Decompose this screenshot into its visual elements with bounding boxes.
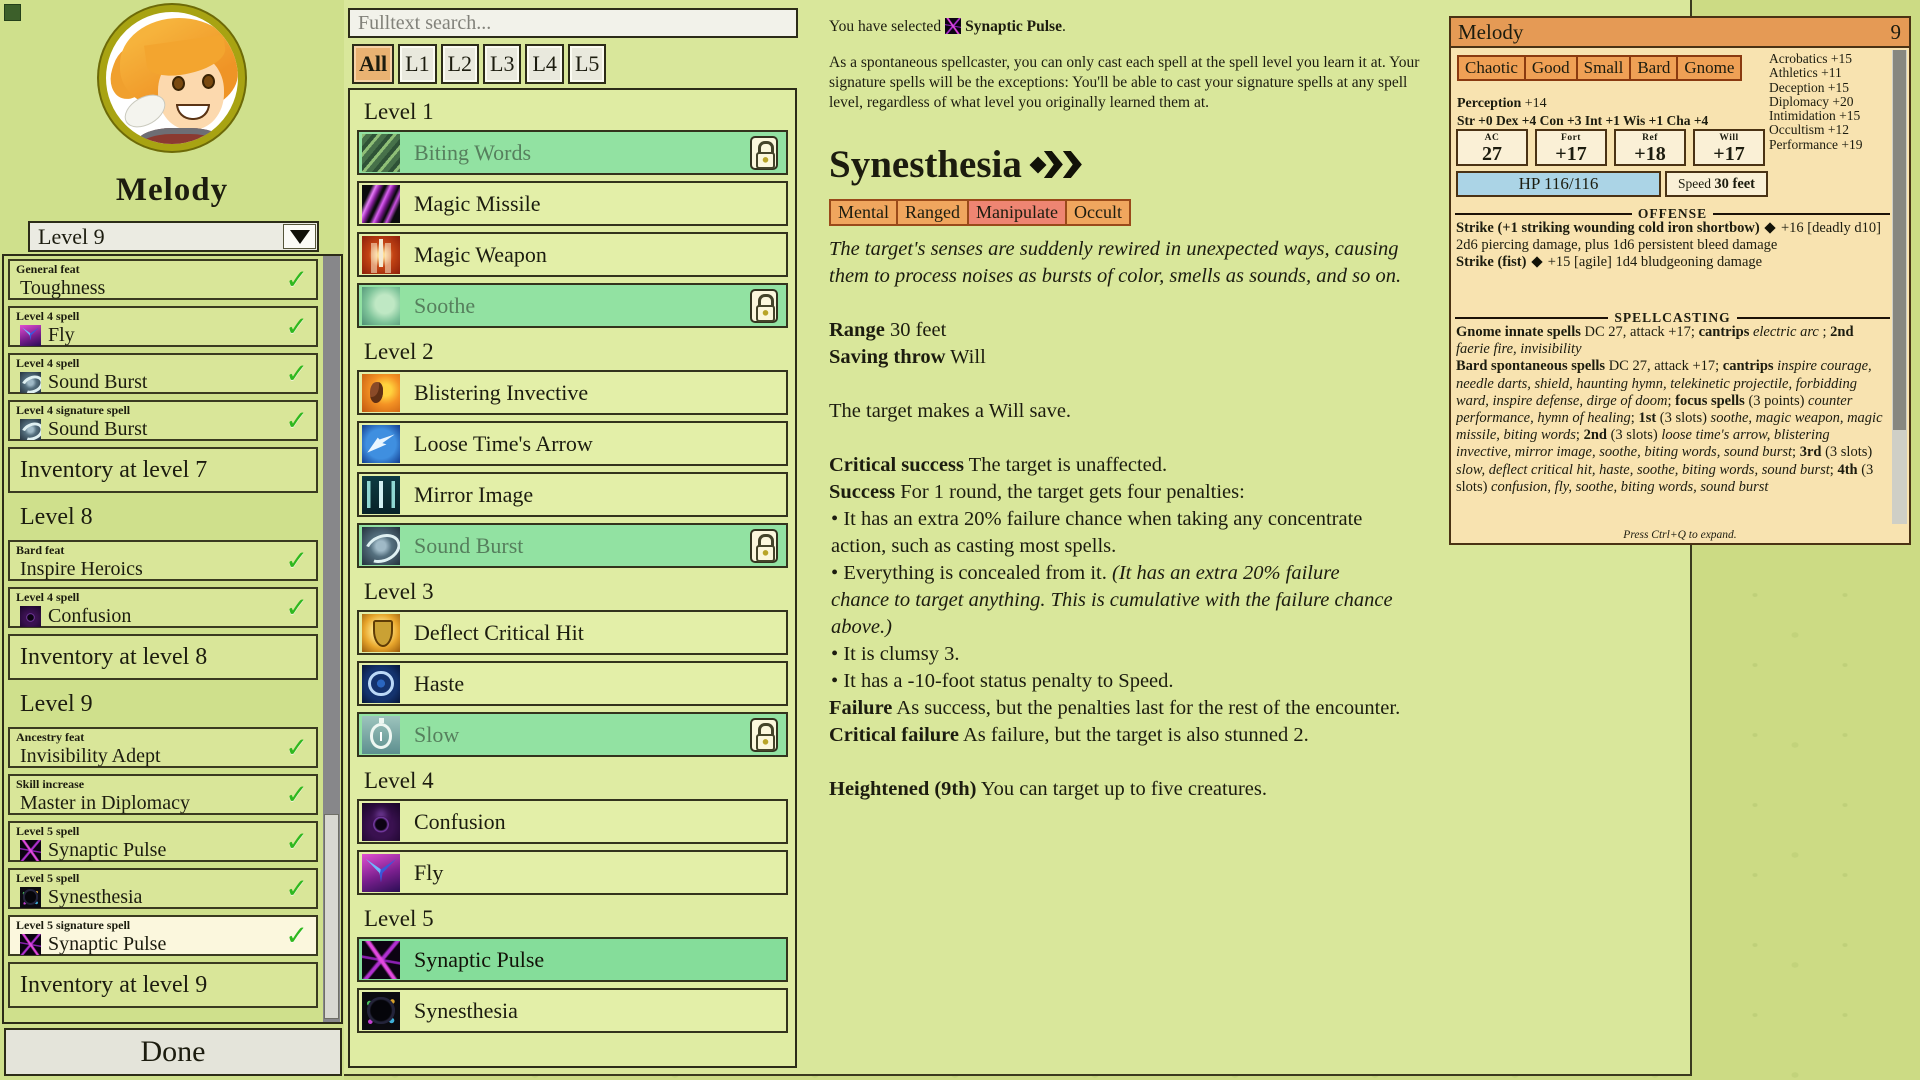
spell-row-synaptic-pulse[interactable]	[357, 937, 788, 982]
slot-name: Sound Burst	[48, 418, 148, 440]
level-dropdown-value: Level 9	[38, 224, 105, 249]
lock-icon	[750, 289, 778, 323]
spell-row-soothe[interactable]	[357, 283, 788, 328]
spell-name: Fly	[414, 859, 444, 885]
slot-name: Master in Diplomacy	[20, 792, 190, 814]
spell-flavor-text: The target's senses are suddenly rewired in unexpected ways, causing them to process noises as bursts of color, smells as sounds, and so on.	[829, 238, 1402, 287]
sidebar-level-header: Level 9	[20, 691, 93, 717]
defense-value: 27	[1482, 143, 1502, 165]
spellcasting-block: Gnome innate spells DC 27, attack +17; cantrips electric arc ; 2nd faerie fire, invisibility	[1456, 324, 1854, 358]
synaptic-pulse-icon	[20, 934, 41, 955]
spell-row-magic-weapon[interactable]	[357, 232, 788, 277]
filter-tab-l4[interactable]: L4	[525, 44, 563, 84]
character-trait-chaotic: Chaotic	[1457, 55, 1526, 81]
checkmark-icon: ✓	[285, 358, 308, 389]
expand-hint: Press Ctrl+Q to expand.	[1623, 529, 1737, 541]
defense-box-will	[1693, 129, 1765, 166]
spell-row-haste[interactable]	[357, 661, 788, 706]
spell-name: Deflect Critical Hit	[414, 619, 584, 645]
character-portrait	[99, 5, 245, 151]
spell-name: Blistering Invective	[414, 379, 589, 405]
slot-type-label: General feat	[16, 262, 80, 276]
character-trait-good: Good	[1524, 55, 1578, 81]
sidebar-scrollbar-thumb[interactable]	[324, 814, 339, 1019]
character-sheet-panel	[1449, 16, 1911, 545]
defense-value: +18	[1634, 143, 1666, 165]
sidebar-slot-synaptic-pulse[interactable]	[8, 915, 318, 956]
paragraph-gap	[829, 749, 1401, 776]
checkmark-icon: ✓	[285, 920, 308, 951]
spontaneous-caster-note: As a spontaneous spellcaster, you can only cast each spell at the spell level you learn it at. Your signature spells will be the exceptions: You'll be able to cast your signature spells at any spell level, regardless of what level you originally learned them at.	[829, 54, 1420, 111]
haste-icon	[362, 665, 400, 703]
spell-detail-pane	[829, 18, 1479, 803]
defense-label: AC	[1484, 133, 1500, 143]
spellcasting-section-header: SPELLCASTING	[1455, 310, 1890, 326]
dropdown-arrow-icon[interactable]	[283, 224, 316, 249]
filter-tab-l1[interactable]: L1	[398, 44, 436, 84]
slot-type-label: Level 4 signature spell	[16, 403, 131, 417]
slot-type-label: Level 4 spell	[16, 590, 80, 604]
spell-row-sound-burst[interactable]	[357, 523, 788, 568]
skill-entry: Occultism +12	[1769, 122, 1849, 138]
spell-rules-text	[829, 317, 1401, 803]
strikes-list	[1456, 220, 1888, 272]
build-sidebar	[0, 0, 344, 1080]
perception-stat: Perception +14	[1457, 96, 1547, 111]
rules-line: Success For 1 round, the target gets four penalties:	[829, 481, 1245, 503]
offense-section-header: OFFENSE	[1455, 206, 1890, 222]
skill-entry: Diplomacy +20	[1769, 93, 1854, 109]
speed-box: Speed 30 feet	[1665, 171, 1768, 197]
spell-row-synesthesia[interactable]	[357, 988, 788, 1033]
confusion-icon	[362, 803, 400, 841]
slot-name-row	[16, 933, 310, 955]
strike-line: Strike (+1 striking wounding cold iron shortbow) +16 [deadly d10] 2d6 piercing damage, plus 1d6 persistent bleed damage	[1456, 220, 1881, 254]
level-dropdown[interactable]	[28, 221, 319, 252]
rules-line: • Everything is concealed from it. (It has an extra 20% failure chance to target anything. This is cumulative with the failure chance above.)	[831, 562, 1393, 638]
slot-name: Synesthesia	[48, 886, 143, 908]
slot-type-label: Bard feat	[16, 543, 65, 557]
spell-row-loose-time-s-arrow[interactable]	[357, 421, 788, 466]
character-trait-tags	[1457, 55, 1740, 81]
filter-tab-l5[interactable]: L5	[568, 44, 606, 84]
spell-row-confusion[interactable]	[357, 799, 788, 844]
checkmark-icon: ✓	[285, 311, 308, 342]
character-trait-small: Small	[1576, 55, 1632, 81]
rules-line: • It is clumsy 3.	[831, 643, 960, 665]
sheet-character-level: 9	[1890, 20, 1901, 44]
panel-scrollbar-thumb[interactable]	[1893, 50, 1906, 430]
trait-tag-ranged: Ranged	[896, 199, 969, 226]
spell-level-filter-tabs	[352, 44, 606, 84]
slot-type-label: Level 5 signature spell	[16, 918, 131, 932]
slot-name: Invisibility Adept	[20, 745, 161, 767]
rules-line: Failure As success, but the penalties last for the rest of the encounter.	[829, 697, 1401, 719]
trait-tag-mental: Mental	[829, 199, 898, 226]
defense-label: Fort	[1561, 133, 1581, 143]
sidebar-inventory-item[interactable]: Inventory at level 9	[8, 962, 318, 1008]
spell-level-header: Level 2	[364, 339, 434, 364]
spell-row-magic-missile[interactable]	[357, 181, 788, 226]
defense-label: Will	[1719, 133, 1739, 143]
spell-title: Synesthesia	[829, 142, 1479, 187]
spell-row-mirror-image[interactable]	[357, 472, 788, 517]
slow-icon	[362, 716, 400, 754]
sidebar-scrollbar[interactable]	[323, 256, 340, 1022]
spell-name: Sound Burst	[414, 532, 524, 558]
rules-line: • It has a -10-foot status penalty to Speed.	[831, 670, 1174, 692]
action-icon	[1531, 257, 1542, 268]
sidebar-slot-invisibility-adept[interactable]	[8, 727, 318, 768]
spell-row-blistering-invective[interactable]	[357, 370, 788, 415]
spell-row-deflect-critical-hit[interactable]	[357, 610, 788, 655]
slot-name-row	[16, 792, 310, 814]
spell-level-header: Level 3	[364, 579, 434, 604]
skills-list	[1769, 52, 1862, 152]
character-trait-gnome: Gnome	[1676, 55, 1742, 81]
synesthesia-icon	[20, 887, 41, 908]
spell-name: Biting Words	[414, 139, 532, 165]
search-input[interactable]	[348, 8, 798, 38]
paragraph-gap	[829, 371, 1401, 398]
lock-icon	[750, 529, 778, 563]
defense-box-fort	[1535, 129, 1607, 166]
skill-entry: Acrobatics +15	[1769, 51, 1852, 66]
spell-row-fly[interactable]	[357, 850, 788, 895]
fly-icon	[20, 325, 41, 346]
checkmark-icon: ✓	[285, 405, 308, 436]
blistering-invective-icon	[362, 374, 400, 412]
sidebar-slot-synaptic-pulse[interactable]	[8, 821, 318, 862]
fly-icon	[362, 854, 400, 892]
defense-boxes	[1456, 129, 1765, 166]
filter-tab-all[interactable]: All	[352, 44, 394, 84]
soothe-icon	[362, 287, 400, 325]
character-sheet-header	[1451, 18, 1909, 48]
synaptic-pulse-icon	[362, 941, 400, 979]
mirror-image-icon	[362, 476, 400, 514]
defense-label: Ref	[1642, 133, 1658, 143]
slot-name-row	[16, 371, 310, 393]
sidebar-slot-confusion[interactable]	[8, 587, 318, 628]
slot-name: Fly	[48, 324, 75, 346]
slot-name: Synaptic Pulse	[48, 839, 167, 861]
spell-name: Haste	[414, 670, 465, 696]
spell-name: Magic Missile	[414, 190, 541, 216]
panel-scrollbar[interactable]	[1892, 50, 1907, 524]
confusion-icon	[20, 606, 41, 627]
slot-type-label: Level 5 spell	[16, 824, 80, 838]
sidebar-inventory-item[interactable]: Inventory at level 7	[8, 447, 318, 493]
trait-tag-occult: Occult	[1065, 199, 1131, 226]
spell-name: Magic Weapon	[414, 241, 547, 267]
slot-name: Toughness	[20, 277, 106, 299]
lock-icon	[750, 136, 778, 170]
slot-name-row	[16, 605, 310, 627]
biting-words-icon	[362, 134, 400, 172]
slot-name: Inspire Heroics	[20, 558, 143, 580]
checkmark-icon: ✓	[285, 545, 308, 576]
skill-entry: Performance +19	[1769, 136, 1863, 152]
sidebar-slot-sound-burst[interactable]	[8, 353, 318, 394]
defense-box-ref	[1614, 129, 1686, 166]
rules-line: Range 30 feet	[829, 319, 947, 341]
spellcasting-block: Bard spontaneous spells DC 27, attack +17; cantrips inspire courage, needle darts, shield, haunting hymn, telekinetic projectile, forbidding ward, inspire defense, dirge of doom; focus spells (3 points) counter performance, hymn of healing; 1st (3 slots) soothe, magic weapon, magic missile, biting words; 2nd (3 slots) loose time's arrow, blistering invective, mirror image, soothe, biting words, sound burst; 3rd (3 slots) slow, deflect critical hit, haste, soothe, biting words, sound burst; 4th (3 slots) confusion, fly, soothe, biting words, sound burst	[1456, 358, 1883, 495]
rules-line: Critical success The target is unaffected.	[829, 454, 1168, 476]
rules-line: Heightened (9th) You can target up to five creatures.	[829, 778, 1268, 800]
slot-name-row	[16, 558, 310, 580]
deflect-critical-hit-icon	[362, 614, 400, 652]
defense-value: +17	[1713, 143, 1745, 165]
checkmark-icon: ✓	[285, 826, 308, 857]
spell-name: Synesthesia	[414, 997, 518, 1023]
two-action-icon	[1032, 151, 1082, 178]
spellcasting-details	[1456, 324, 1888, 524]
character-name: Melody	[115, 172, 229, 208]
magic-weapon-icon	[362, 236, 400, 274]
checkmark-icon: ✓	[285, 779, 308, 810]
spell-list-panel	[348, 88, 797, 1068]
sound-burst-icon	[20, 372, 41, 393]
build-slot-list	[2, 254, 343, 1024]
rules-line: The target makes a Will save.	[829, 400, 1072, 422]
spell-name: Soothe	[414, 292, 476, 318]
rules-line: Critical failure As failure, but the target is also stunned 2.	[829, 724, 1309, 746]
rules-line: • It has an extra 20% failure chance when taking any concentrate action, such as casting most spells.	[831, 508, 1363, 557]
slot-name: Sound Burst	[48, 371, 148, 393]
spell-level-header: Level 5	[364, 906, 434, 931]
synaptic-pulse-icon	[20, 840, 41, 861]
slot-name-row	[16, 277, 310, 299]
sidebar-inventory-item[interactable]: Inventory at level 8	[8, 634, 318, 680]
corner-decoration	[4, 4, 21, 21]
slot-type-label: Level 4 spell	[16, 309, 80, 323]
rules-line: Saving throw Will	[829, 346, 986, 368]
defense-box-ac	[1456, 129, 1528, 166]
trait-tag-manipulate: Manipulate	[967, 199, 1067, 226]
sound-burst-icon	[20, 419, 41, 440]
sidebar-slot-synesthesia[interactable]	[8, 868, 318, 909]
slot-name: Synaptic Pulse	[48, 933, 167, 955]
spell-row-biting-words[interactable]	[357, 130, 788, 175]
sidebar-slot-toughness[interactable]	[8, 259, 318, 300]
spell-name: Mirror Image	[414, 481, 534, 507]
skill-entry: Athletics +11	[1769, 65, 1842, 81]
ability-scores: Str +0 Dex +4 Con +3 Int +1 Wis +1 Cha +4	[1457, 113, 1709, 128]
selection-status: You have selected Synaptic Pulse.	[829, 18, 1066, 35]
strike-line: Strike (fist) +15 [agile] 1d4 bludgeoning damage	[1456, 254, 1763, 271]
sidebar-level-header: Level 8	[20, 504, 93, 530]
defense-value: +17	[1555, 143, 1587, 165]
filter-tab-l2[interactable]: L2	[441, 44, 479, 84]
spell-level-header: Level 4	[364, 768, 434, 793]
checkmark-icon: ✓	[285, 873, 308, 904]
synesthesia-icon	[362, 992, 400, 1030]
action-icon	[1765, 222, 1776, 233]
slot-type-label: Ancestry feat	[16, 730, 85, 744]
spell-level-header: Level 1	[364, 99, 434, 124]
done-button[interactable]: Done	[4, 1028, 342, 1076]
sidebar-slot-master-in-diplomacy[interactable]	[8, 774, 318, 815]
checkmark-icon: ✓	[285, 264, 308, 295]
slot-type-label: Skill increase	[16, 777, 85, 791]
filter-tab-l3[interactable]: L3	[483, 44, 521, 84]
slot-type-label: Level 4 spell	[16, 356, 80, 370]
skill-entry: Intimidation +15	[1769, 108, 1861, 124]
magic-missile-icon	[362, 185, 400, 223]
sidebar-slot-fly[interactable]	[8, 306, 318, 347]
slot-name-row	[16, 839, 310, 861]
slot-name-row	[16, 745, 310, 767]
slot-type-label: Level 5 spell	[16, 871, 80, 885]
loose-times-arrow-icon	[362, 425, 400, 463]
spell-row-slow[interactable]	[357, 712, 788, 757]
slot-name: Confusion	[48, 605, 132, 627]
paragraph-gap	[829, 425, 1401, 452]
sidebar-slot-sound-burst[interactable]	[8, 400, 318, 441]
skill-entry: Deception +15	[1769, 79, 1849, 95]
lock-icon	[750, 718, 778, 752]
synaptic-pulse-icon	[945, 18, 961, 34]
slot-name-row	[16, 324, 310, 346]
slot-name-row	[16, 418, 310, 440]
trait-tags	[829, 199, 1479, 226]
spell-name: Loose Time's Arrow	[414, 430, 593, 456]
checkmark-icon: ✓	[285, 592, 308, 623]
slot-name-row	[16, 886, 310, 908]
sound-burst-icon	[362, 527, 400, 565]
checkmark-icon: ✓	[285, 732, 308, 763]
sheet-character-name: Melody	[1458, 20, 1524, 44]
character-trait-bard: Bard	[1629, 55, 1678, 81]
sidebar-slot-inspire-heroics[interactable]	[8, 540, 318, 581]
spell-name: Slow	[414, 721, 460, 747]
spell-name: Confusion	[414, 808, 506, 834]
spell-name: Synaptic Pulse	[414, 946, 545, 972]
hp-bar: HP 116/116	[1456, 171, 1661, 197]
